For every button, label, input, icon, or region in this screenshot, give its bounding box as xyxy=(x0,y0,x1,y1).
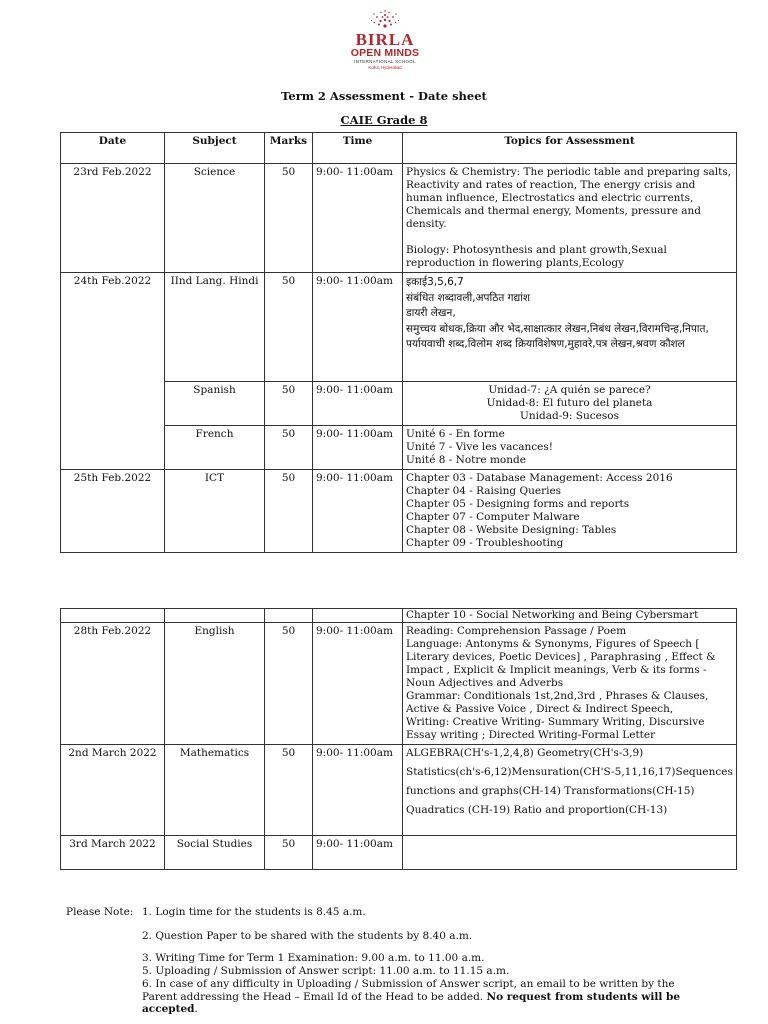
row-date: 28th Feb.2022 xyxy=(61,623,165,745)
row-date: 3rd March 2022 xyxy=(61,836,165,870)
row-topics xyxy=(403,273,737,382)
table-row xyxy=(61,164,737,273)
school-logo xyxy=(330,8,440,70)
topic-line: Physics & Chemistry: The periodic table and preparing salts, Reactivity and rates of reaction, The energy crisis and human influence, Electrostatics and electric currents, Chemicals and thermal energy, Moments, pressure and density. xyxy=(406,166,732,230)
row-time: 9:00- 11:00am xyxy=(313,836,403,870)
col-header-time: Time xyxy=(313,133,403,164)
col-header-topics: Topics for Assessment xyxy=(403,133,737,164)
row-date: 25th Feb.2022 xyxy=(61,470,165,553)
topic-line: Chapter 08 - Website Designing: Tables xyxy=(406,524,617,536)
topic-line: इकाई3,5,6,7 xyxy=(406,276,464,288)
row-topics xyxy=(403,470,737,553)
row-date: 24th Feb.2022 xyxy=(61,273,165,470)
topic-line: Unidad-8: El futuro del planeta xyxy=(486,397,653,409)
topic-line: Chapter 09 - Troubleshooting xyxy=(406,537,564,549)
row-marks: 50 xyxy=(265,164,313,273)
col-header-subject: Subject xyxy=(165,133,265,164)
row-subject: Social Studies xyxy=(165,836,265,870)
row-subject: Science xyxy=(165,164,265,273)
row-subject: Mathematics xyxy=(165,745,265,836)
topic-line: Chapter 04 - Raising Queries xyxy=(406,485,562,497)
date-sheet-table xyxy=(60,132,737,553)
row-time: 9:00- 11:00am xyxy=(313,273,403,382)
topic-line: समुच्चय बोधक,क्रिया और भेद,साक्षात्कार लेखन,निबंध लेखन,विरामचिन्ह,निपात, xyxy=(406,322,709,335)
row-marks: 50 xyxy=(265,623,313,745)
topic-line: Unité 7 - Vive les vacances! xyxy=(406,441,553,453)
note-6-text: 6. In case of any difficulty in Uploading / Submission of Answer script, an email to be written by the Parent addressing the Head – Email Id of the Head to be added. xyxy=(142,978,675,1003)
row-topics xyxy=(403,382,737,426)
topic-line: Chapter 07 - Computer Malware xyxy=(406,511,580,523)
table-row xyxy=(61,745,737,836)
row-topics xyxy=(403,623,737,745)
topic-line: डायरी लेखन, xyxy=(406,307,456,319)
logo-tagline: INTERNATIONAL SCHOOL xyxy=(354,59,416,64)
topic-line: functions and graphs(CH-14) Transformations(CH-15) xyxy=(406,785,695,797)
table-row xyxy=(61,470,737,553)
row-topics xyxy=(403,745,737,836)
topic-line: Quadratics (CH-19) Ratio and proportion(CH-13) xyxy=(406,804,668,816)
row-subject: IInd Lang. Hindi xyxy=(165,273,265,382)
topic-line: Chapter 03 - Database Management: Access 2016 xyxy=(406,472,673,484)
col-header-date: Date xyxy=(61,133,165,164)
table-row xyxy=(61,623,737,745)
note-item: 3. Writing Time for Term 1 Examination: 9.00 a.m. to 11.00 a.m. xyxy=(142,952,485,964)
row-time: 9:00- 11:00am xyxy=(313,745,403,836)
col-header-marks: Marks xyxy=(265,133,313,164)
row-topics xyxy=(403,836,737,870)
row-time: 9:00- 11:00am xyxy=(313,164,403,273)
row-time: 9:00- 11:00am xyxy=(313,426,403,470)
logo-brand: BIRLA xyxy=(355,30,415,49)
topic-line: ALGEBRA(CH's-1,2,4,8) Geometry(CH's-3,9) xyxy=(406,747,644,759)
logo-burst-icon xyxy=(370,8,400,30)
note-6-bold: No request from students will be accepted xyxy=(142,990,681,1015)
row-marks: 50 xyxy=(265,470,313,553)
topic-line: Chapter 05 - Designing forms and reports xyxy=(406,498,630,510)
row-topics xyxy=(403,426,737,470)
row-subject: ICT xyxy=(165,470,265,553)
note-item: 2. Question Paper to be shared with the students by 8.40 a.m. xyxy=(142,930,473,942)
row-marks: 50 xyxy=(265,836,313,870)
note-6-end: . xyxy=(194,1003,198,1015)
topic-line: Unidad-7: ¿A quién se parece? xyxy=(488,384,651,396)
topic-line: Statistics(ch's-6,12)Mensuration(CH'S-5,11,16,17)Sequences xyxy=(406,766,733,778)
note-item: 5. Uploading / Submission of Answer script: 11.00 a.m. to 11.15 a.m. xyxy=(142,965,510,977)
topic-line: Unidad-9: Sucesos xyxy=(520,410,619,422)
logo-location: Kollur, Hyderabad xyxy=(368,65,402,70)
row-subject: French xyxy=(165,426,265,470)
topic-line: Unité 6 - En forme xyxy=(406,428,505,440)
grade-title: CAIE Grade 8 xyxy=(340,113,428,127)
note-item: 1. Login time for the students is 8.45 a.m. xyxy=(142,906,366,918)
topic-line: Biology: Photosynthesis and plant growth,Sexual reproduction in flowering plants,Ecology xyxy=(406,244,667,269)
table-header-row xyxy=(61,133,737,164)
logo-sub: OPEN MINDS xyxy=(350,47,420,59)
notes-label: Please Note: xyxy=(66,906,134,918)
row-time: 9:00- 11:00am xyxy=(313,382,403,426)
row-subject: English xyxy=(165,623,265,745)
row-topics: Chapter 10 - Social Networking and Being Cybersmart xyxy=(403,609,737,623)
document-title: Term 2 Assessment - Date sheet xyxy=(281,89,487,103)
note-item-6 xyxy=(142,978,682,1016)
date-sheet-table-continued xyxy=(60,608,737,870)
row-subject: Spanish xyxy=(165,382,265,426)
table-row xyxy=(61,609,737,623)
row-topics xyxy=(403,164,737,273)
row-date: 23rd Feb.2022 xyxy=(61,164,165,273)
topic-line: Writing: Creative Writing- Summary Writing, Discursive Essay writing ; Directed Writing-Formal Letter xyxy=(406,716,705,741)
topic-line: संबंधित शब्दावली,अपठित गद्यांश xyxy=(406,291,531,304)
topic-line: Language: Antonyms & Synonyms, Figures of Speech [ Literary devices, Poetic Devices] , Paraphrasing , Effect & Impact , Explicit & Implicit meanings, Verb & its forms -Noun Adjectives and Adverbs xyxy=(406,638,716,689)
topic-line: पर्यायवाची शब्द,विलोम शब्द क्रियाविशेषण,मुहावरे,पत्र लेखन,श्रवण कौशल xyxy=(406,338,685,350)
table-row xyxy=(61,273,737,382)
table-row xyxy=(61,836,737,870)
row-marks: 50 xyxy=(265,273,313,382)
row-marks: 50 xyxy=(265,382,313,426)
row-marks: 50 xyxy=(265,426,313,470)
row-date: 2nd March 2022 xyxy=(61,745,165,836)
row-time: 9:00- 11:00am xyxy=(313,623,403,745)
topic-line: Grammar: Conditionals 1st,2nd,3rd , Phrases & Clauses, Active & Passive Voice , Direct & Indirect Speech, xyxy=(406,690,709,715)
topic-line: Unité 8 - Notre monde xyxy=(406,454,526,466)
topic-line: Reading: Comprehension Passage / Poem xyxy=(406,625,627,637)
row-marks: 50 xyxy=(265,745,313,836)
row-time: 9:00- 11:00am xyxy=(313,470,403,553)
